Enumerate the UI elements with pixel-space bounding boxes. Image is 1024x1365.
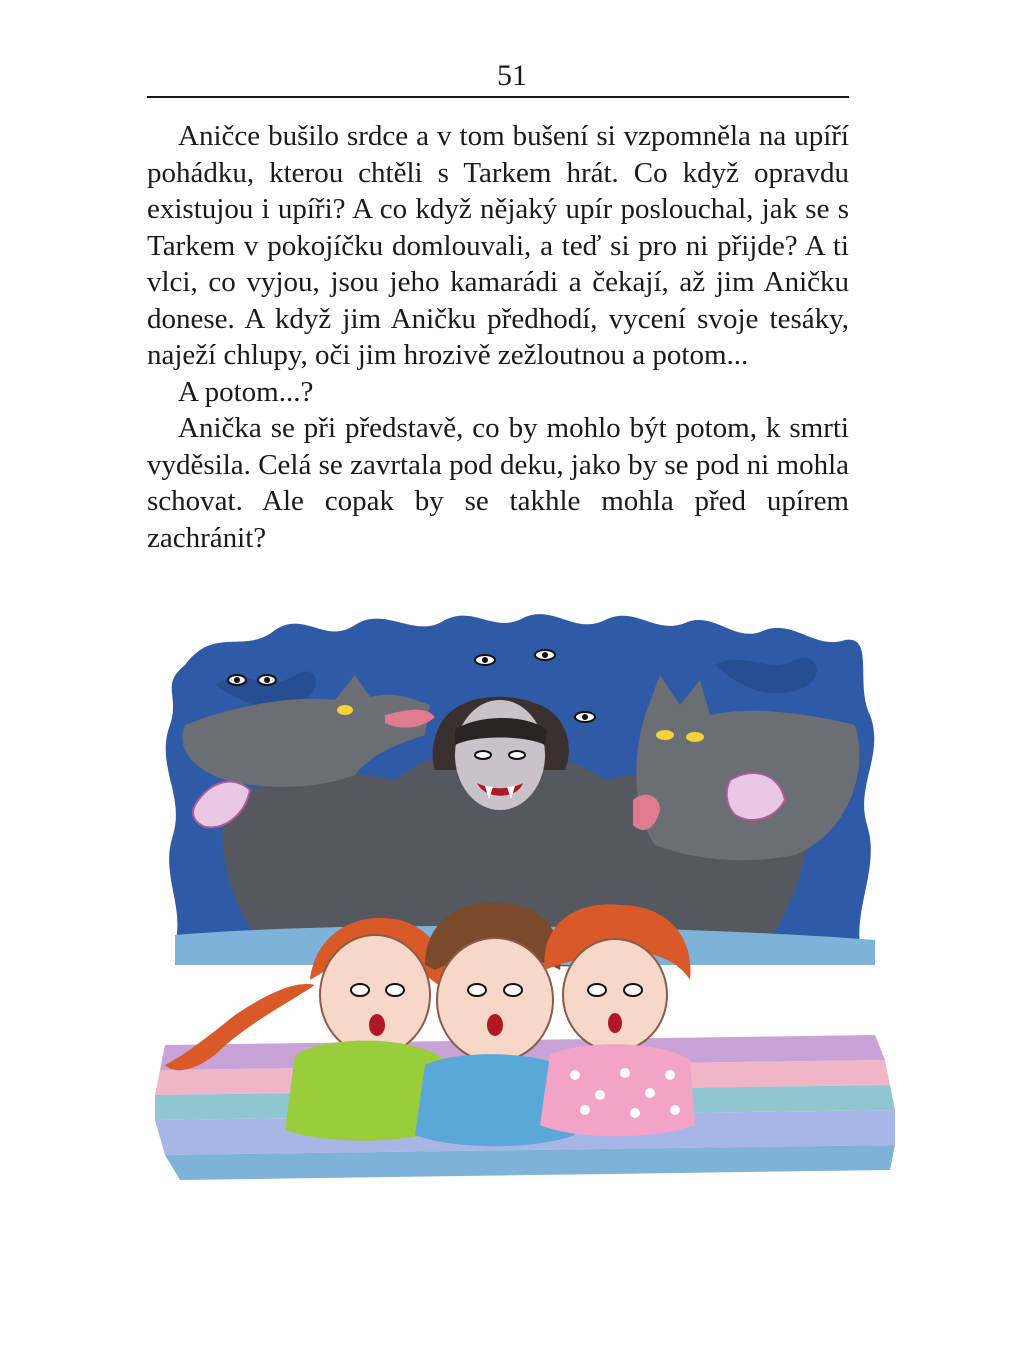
header-rule (147, 96, 849, 98)
child-right-pajamas (540, 1044, 695, 1136)
child-left-face (320, 935, 430, 1055)
child-middle-face (437, 938, 553, 1062)
paragraph: Aničce bušilo srdce a v tom bušení si vzpomněla na upíří pohádku, kterou chtěli s Tarkem hrát. Co když opravdu existujou i upíři? A co když nějaký upír poslouchal, jak se s Tarkem v pokojíčku domlouvali, a teď si pro ni přijde? A ti vlci, co vyjou, jsou jeho kamarádi a čekají, až jim Aničku donese. A když jim Aničku předhodí, vycení svoje tesáky, naježí chlupy, oči jim hrozivě zežloutnou a potom... (147, 120, 849, 371)
page-number: 51 (497, 59, 527, 92)
child-right-face (563, 939, 667, 1051)
body-text (147, 118, 849, 556)
illustration-vampire-and-wolves (155, 605, 895, 1185)
paragraph: A potom...? (178, 375, 314, 408)
paragraph: Anička se při představě, co by mohlo být potom, k smrti vyděsila. Celá se zavrtala pod deku, jako by se pod ni mohla schovat. Ale copak by se takhle mohla před upírem zachránit? (147, 412, 849, 554)
